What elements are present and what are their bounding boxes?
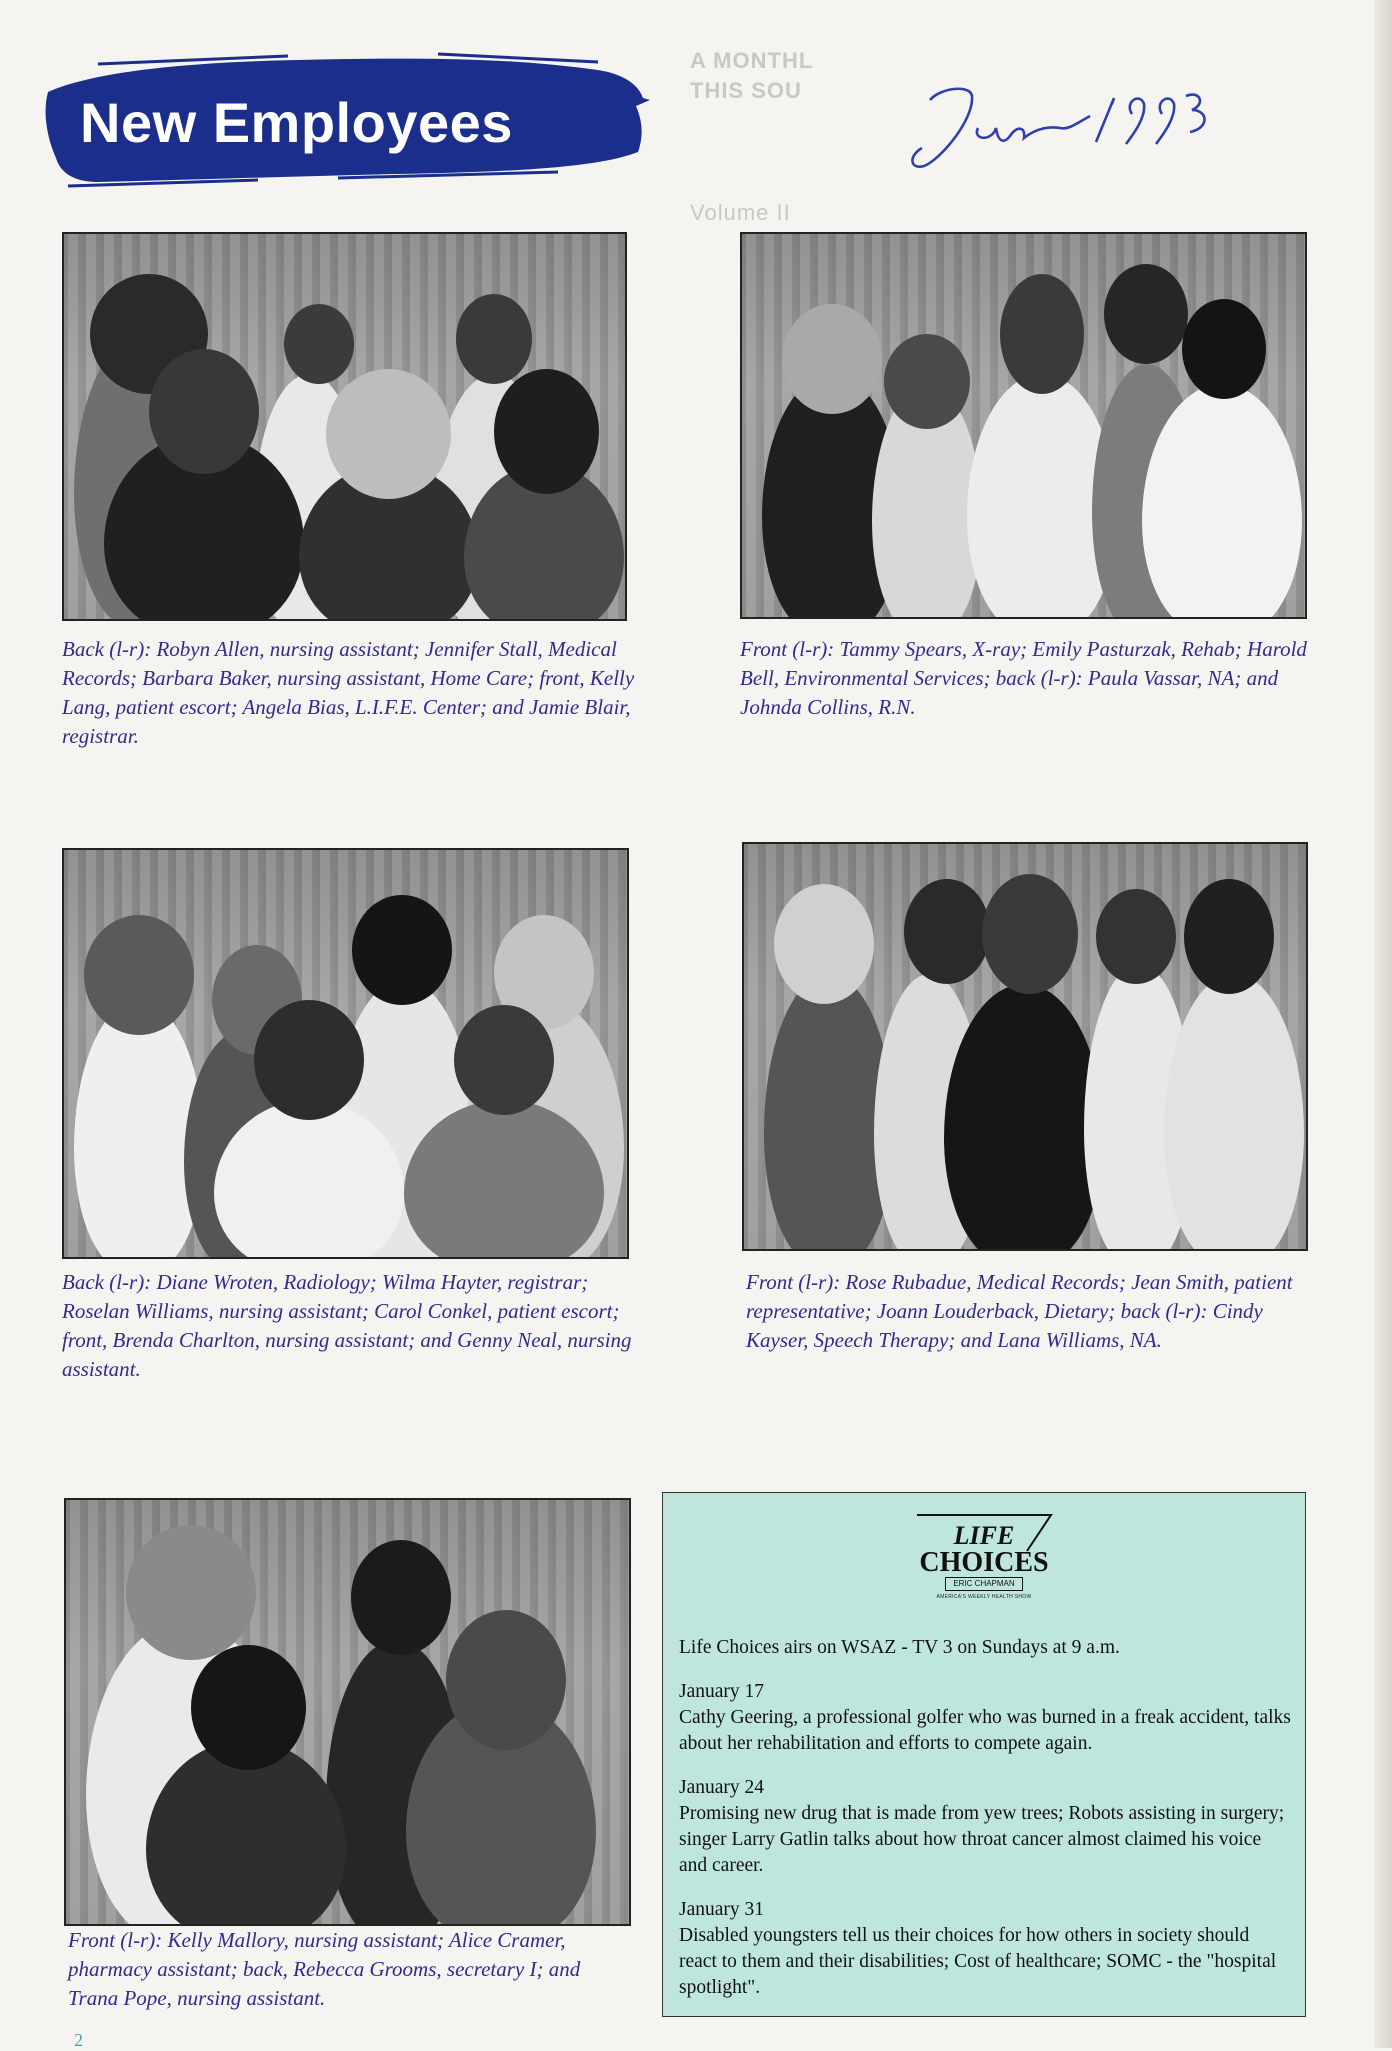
page-title: New Employees [80,91,513,154]
bleed-through-line-1: A MONTHL [690,48,814,73]
episode-2-date: January 24 [679,1777,765,1798]
logo-tagline: AMERICA'S WEEKLY HEALTH SHOW [936,1594,1032,1600]
episode-3-date: January 31 [679,1899,765,1920]
group-photo-2 [740,232,1307,619]
life-choices-logo [909,1511,1059,1609]
group-photo-1 [62,232,627,621]
episode-1-text: Cathy Geering, a professional golfer who was burned in a freak accident, talks about her rehabilitation and efforts to compete again. [679,1707,1291,1754]
logo-word-life: LIFE [953,1521,1015,1550]
logo-eric-chapman: ERIC CHAPMAN [945,1577,1023,1591]
photo-4-caption: Front (l-r): Rose Rubadue, Medical Records; Jean Smith, patient representative; Joann Louderback, Dietary; back (l-r): Cindy Kayser, Speech Therapy; and Lana Williams, NA. [746,1270,1293,1352]
bleed-through-line-2: THIS SOU [690,78,802,103]
episode-3-text: Disabled youngsters tell us their choices for how others in society should react to them and their disabilities; Cost of healthcare; SOMC - the "hospital spotlight". [679,1925,1277,1998]
life-choices-box [662,1492,1306,2017]
bleed-through-line-3: Volume II [690,200,791,225]
photo-2-caption: Front (l-r): Tammy Spears, X-ray; Emily Pasturzak, Rehab; Harold Bell, Environmental Services; back (l-r): Paula Vassar, NA; and Johnda Collins, R.N. [740,637,1307,719]
page-number: 2 [74,2030,83,2050]
group-photo-5 [64,1498,631,1926]
page-edge [1374,0,1392,2048]
photo-5-caption: Front (l-r): Kelly Mallory, nursing assistant; Alice Cramer, pharmacy assistant; back, Rebecca Grooms, secretary I; and Trana Pope, nursing assistant. [68,1928,581,2010]
photo-3-caption: Back (l-r): Diane Wroten, Radiology; Wilma Hayter, registrar; Roselan Williams, nursing assistant; Carol Conkel, patient escort; front, Brenda Charlton, nursing assistant; and Genny Neal, nursing assistant. [62,1270,632,1381]
group-photo-3 [62,848,629,1259]
episode-2-text: Promising new drug that is made from yew trees; Robots assisting in surgery; singer Larry Gatlin talks about how throat cancer almost claimed his voice and career. [679,1803,1285,1876]
logo-word-choices: CHOICES [919,1547,1049,1578]
episode-1-date: January 17 [679,1681,765,1702]
handwritten-date [900,70,1220,180]
life-choices-intro: Life Choices airs on WSAZ - TV 3 on Sundays at 9 a.m. [679,1637,1120,1658]
photo-1-caption: Back (l-r): Robyn Allen, nursing assistant; Jennifer Stall, Medical Records; Barbara Baker, nursing assistant, Home Care; front, Kelly Lang, patient escort; Angela Bias, L.I.F.E. Center; and Jamie Blair, registrar. [62,637,635,748]
group-photo-4 [742,842,1308,1251]
